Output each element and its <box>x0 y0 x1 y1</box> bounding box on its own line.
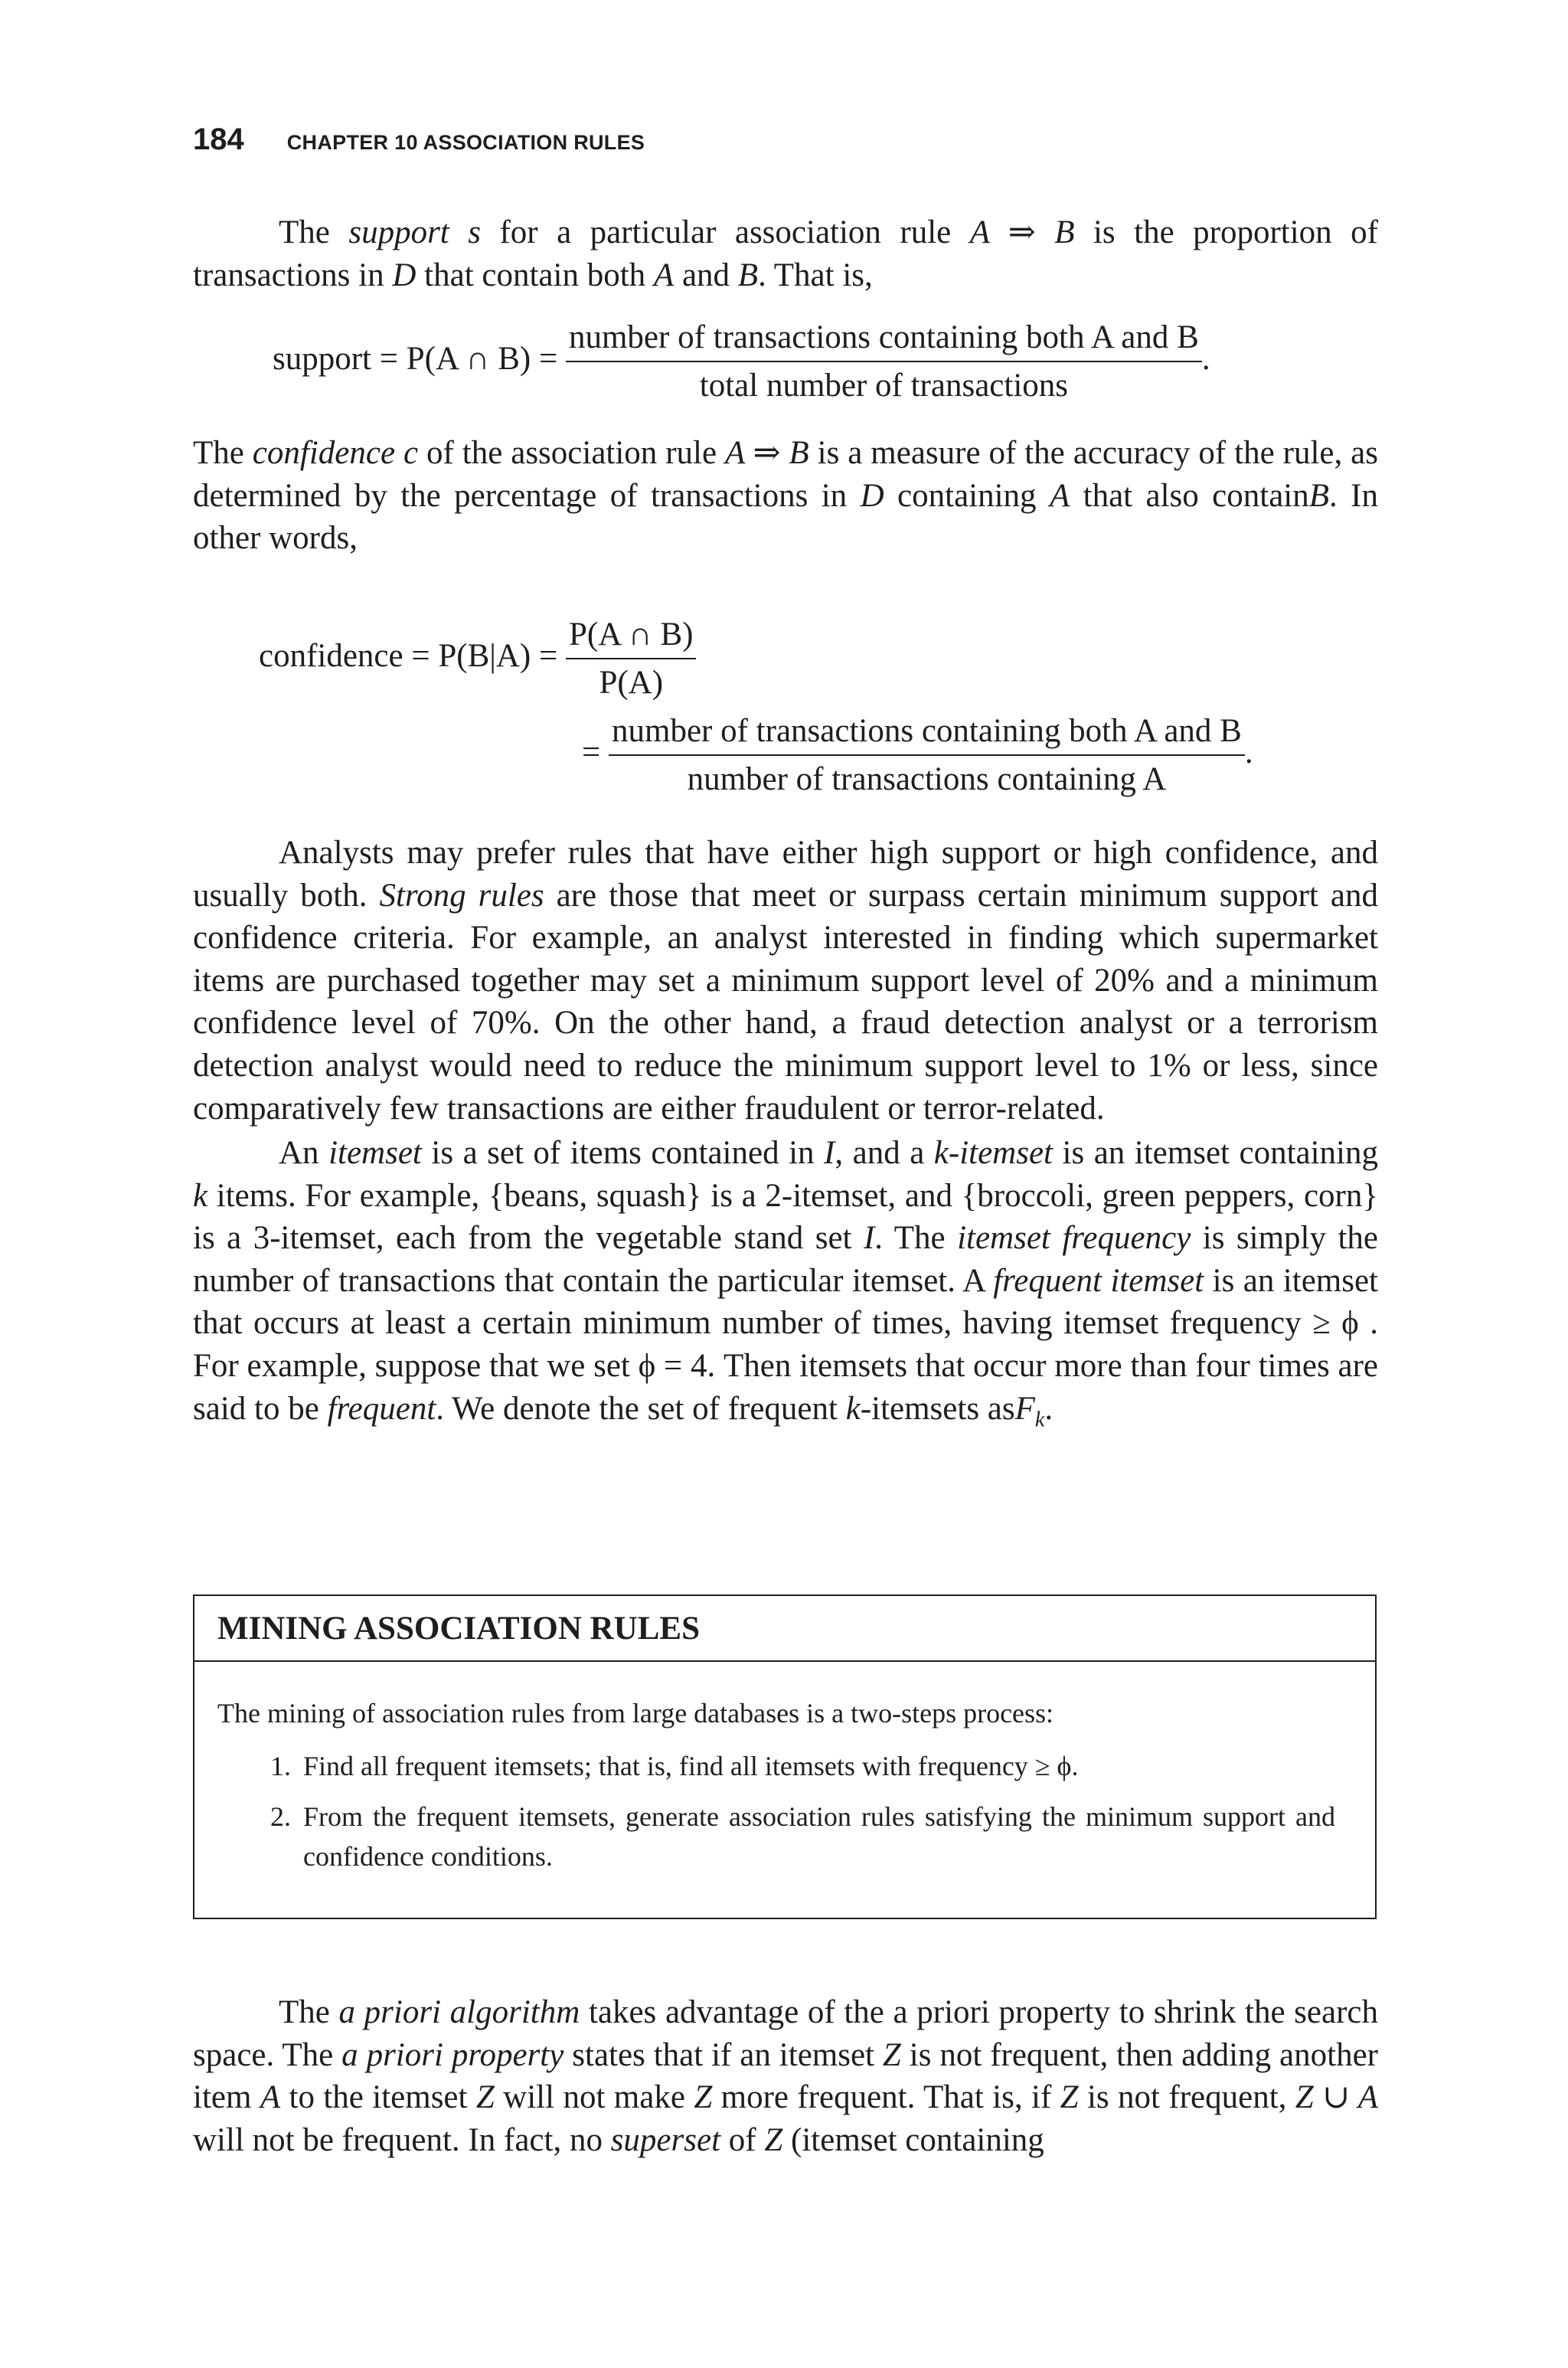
fraction-numerator: number of transactions containing both A and B <box>566 319 1202 362</box>
fraction <box>566 319 1202 404</box>
term-confidence: confidence c <box>252 435 419 471</box>
equation-confidence <box>259 616 696 702</box>
paragraph-support-definition: The support s for a particular association rule A ⇒ B is the proportion of transactions in D that contain both A and B. That is, <box>193 214 1378 293</box>
fraction-numerator: number of transactions containing both A and B <box>609 712 1245 756</box>
paragraph-itemset: An itemset is a set of items contained in I, and a k-itemset is an itemset containing k items. For example, {beans, squash} is a 2-itemset, and {broccoli, green peppers, corn} is a 3-itemset, each from the vegetable stand set I. The itemset frequency is simply the number of transactions that contain the particular itemset. A frequent itemset is an itemset that occurs at least a certain minimum number of times, having itemset frequency ≥ ϕ . For example, suppose that we set ϕ = 4. Then itemsets that occur more than four times are said to be frequent. We denote the set of frequent k-itemsets asF$_k$. <box>193 1135 1378 1432</box>
fraction-denominator: total number of transactions <box>699 368 1068 404</box>
fraction-denominator: P(A) <box>599 665 664 701</box>
list-item-text: Find all frequent itemsets; that is, find all itemsets with frequency ≥ ϕ. <box>303 1751 1079 1781</box>
equation-lhs: confidence = P(B|A) = <box>259 637 567 674</box>
paragraph-strong-rules: Analysts may prefer rules that have either high support or high confidence, and usually both. Strong rules are those that meet or surpass certain minimum support and confidence criteria. For example, an analyst interested in finding which supermarket items are purchased together may set a minimum support level of 20% and a minimum confidence level of 70%. On the other hand, a fraud detection analyst or a terrorism detection analyst would need to reduce the minimum support level to 1% or less, since comparatively few transactions are either fraudulent or terror-related. <box>193 835 1378 1127</box>
chapter-title: CHAPTER 10 ASSOCIATION RULES <box>286 131 645 154</box>
page-number: 184 <box>193 123 244 156</box>
term-support: support s <box>348 214 481 250</box>
fraction-denominator: number of transactions containing A <box>687 761 1167 797</box>
fraction-numerator: P(A ∩ B) <box>566 616 696 659</box>
list-item-text: From the frequent itemsets, generate association rules satisfying the minimum support and confidence conditions. <box>303 1801 1335 1872</box>
list-item-number: 1. <box>270 1751 291 1781</box>
fraction <box>566 616 696 702</box>
equation-confidence-line2: = $\frac{\text{number of transactions containing both A and B}}{\text{number of transactions containing A}}$ . <box>582 713 1253 797</box>
list-item <box>217 1797 1335 1876</box>
equation-support: support = P(A ∩ B) = $\frac{\text{number of transactions containing both A and B}}{\text{total number of transactions}}$ . <box>273 319 1210 404</box>
paragraph-apriori: The a priori algorithm takes advantage of the a priori property to shrink the search space. The a priori property states that if an itemset Z is not frequent, then adding another item A to the itemset Z will not make Z more frequent. That is, if Z is not frequent, Z ∪ A will not be frequent. In fact, no superset of Z (itemset containing <box>193 1994 1379 2158</box>
mining-association-rules-box <box>193 1594 1377 1919</box>
box-intro: The mining of association rules from large databases is a two-steps process: <box>217 1698 1054 1729</box>
box-title: MINING ASSOCIATION RULES <box>194 1596 1375 1662</box>
term-strong-rules: Strong rules <box>379 877 544 914</box>
equation-lhs: support = P(A ∩ B) = <box>273 340 566 377</box>
fraction <box>609 712 1245 798</box>
box-step-list <box>217 1746 1335 1887</box>
list-item-number: 2. <box>270 1801 291 1832</box>
paragraph-confidence-definition: The confidence c of the association rule A ⇒ B is a measure of the accuracy of the rule, as determined by the percentage of transactions in D containing A that also containB. In other words, <box>193 435 1378 557</box>
list-item <box>217 1746 1335 1786</box>
running-header <box>193 123 645 176</box>
